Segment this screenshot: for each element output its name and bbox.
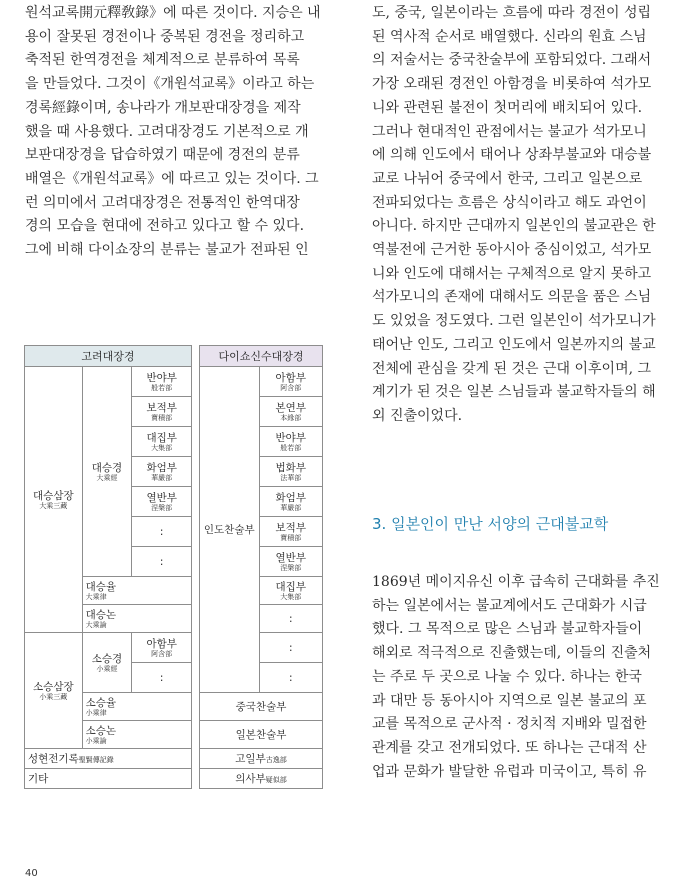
text-line: 교를 목적으로 군사적 · 정치적 지배와 밀접한 [372,716,647,733]
right-column-text [372,0,682,429]
right-paragraph [372,0,682,429]
china-chansulbu-cell: 중국찬술부 [200,693,323,721]
text-line: 관계를 갖고 전개되었다. 또 하나는 근대적 산 [372,739,647,756]
koryo-part-daejip: 대집부 大集部 [132,427,192,457]
text-line: 외 진출이었다. [372,407,463,424]
koryo-part-ellipsis-3: : [132,663,192,693]
text-line: 도, 중국, 일본이라는 흐름에 따라 경전이 성립 [372,5,652,21]
taisho-part-yeolban: 열반부 涅槃部 [259,547,322,577]
text-line: 역불전에 근거한 동아시아 중심이었고, 석가모 [372,242,652,259]
daeseung-non-cell: 대승논 大乘論 [82,605,191,633]
text-line: 배열은《개원석교록》에 따르고 있는 것이다. 그 [25,170,319,187]
text-line: 했다. 그 목적으로 많은 스님과 불교학자들이 [372,621,643,638]
taisho-part-bojeok: 보적부 寶積部 [259,517,322,547]
text-line: 니와 관련된 불전이 첫머리에 배치되어 있다. [372,99,643,116]
page-number: 40 [25,868,38,879]
taisho-part-beophwa: 법화부 法華部 [259,457,322,487]
taisho-part-ellipsis-1: : [259,605,322,633]
koryo-part-aham: 아함부 阿含部 [132,633,192,663]
section-text [372,571,682,784]
left-column-text [25,0,350,263]
text-line: 니와 인도에 대해서는 구체적으로 알지 못하고 [372,265,652,282]
text-line: 전파되었다는 흐름은 상식이라고 해도 과언이 [372,194,647,211]
text-line: 업과 문화가 발달한 유럽과 미국이고, 특히 유 [372,763,647,780]
text-line: 원석교록開元釋敎錄》에 따른 것이다. 지승은 내 [25,5,321,21]
taisho-part-aham: 아함부 阿含部 [259,367,322,397]
koryo-part-yeolban: 열반부 涅槃部 [132,487,192,517]
text-line: 계기가 된 것은 일본 스님들과 불교학자들의 해 [372,384,656,401]
text-line: 과 대만 등 동아시아 지역으로 일본 불교의 포 [372,692,647,709]
text-line: 그러나 현대적인 관점에서는 불교가 석가모니 [372,123,647,140]
text-line: 교로 나뉘어 중국에서 한국, 그리고 일본으로 [372,170,643,187]
soseung-yul-cell: 소승율 小乘律 [82,693,191,721]
uisabu-cell: 의사부疑似部 [200,769,323,789]
koryo-table-header: 고려대장경 [25,346,192,367]
taisho-part-ellipsis-2: : [259,633,322,663]
text-line: 에 의해 인도에서 태어나 상좌부불교와 대승불 [372,147,652,164]
text-line: 해외로 적극적으로 진출했는데, 이들의 진출처 [372,645,652,662]
gita-cell: 기타 [25,769,192,789]
text-line: 된 역사적 순서로 배열했다. 신라의 원효 스님 [372,28,647,45]
left-paragraph [25,0,350,263]
text-line: 용이 잘못된 경전이나 중복된 경전을 정리하고 [25,28,305,45]
goilbu-cell: 고일부古逸部 [200,749,323,769]
text-line: 경의 모습을 현대에 전하고 있다고 할 수 있다. [25,218,305,235]
text-line: 경록經錄이며, 송나라가 개보판대장경을 제작 [25,99,301,116]
text-line: 도 있었을 정도였다. 그런 일본인이 석가모니가 [372,313,656,330]
japan-chansulbu-cell: 일본찬술부 [200,721,323,749]
daeseung-samjang-cell: 대승삼장 大乘三藏 [25,367,83,633]
koryo-part-banya: 반야부 般若部 [132,367,192,397]
text-line: 석가모니의 존재에 대해서도 의문을 품은 스님 [372,289,652,306]
soseung-samjang-cell: 소승삼장 小乘三藏 [25,633,83,749]
text-line: 을 만들었다. 그것이《개원석교록》이라고 하는 [25,76,315,93]
text-line: 전체에 관심을 갖게 된 것은 근대 이후이며, 그 [372,360,652,377]
soseung-gyeong-cell: 소승경 小乘經 [82,633,132,693]
text-line: 1869년 메이지유신 이후 급속히 근대화를 추진 [372,574,660,590]
text-line: 했을 때 사용했다. 고려대장경도 기본적으로 개 [25,123,309,140]
daeseung-yul-cell: 대승율 大乘律 [82,577,191,605]
soseung-non-cell: 소승논 小乘論 [82,721,191,749]
taisho-part-bonyeon: 본연부 本緣部 [259,397,322,427]
taisho-part-hwaeom: 화엄부 華嚴部 [259,487,322,517]
text-line: 가장 오래된 경전인 아함경을 비롯하여 석가모 [372,76,652,93]
text-line: 그에 비해 다이쇼장의 분류는 불교가 전파된 인 [25,242,309,259]
koryo-part-bojeok: 보적부 寶積部 [132,397,192,427]
koryo-part-hwaeom: 화엄부 華嚴部 [132,457,192,487]
indo-chansulbu-cell: 인도찬술부 [200,367,260,693]
taisho-tripitaka-table [199,345,323,789]
taisho-part-ellipsis-3: : [259,663,322,693]
section-title: 3. 일본인이 만난 서양의 근대불교학 [372,515,609,533]
text-line: 런 의미에서 고려대장경은 전통적인 한역대장 [25,194,300,211]
text-line: 보판대장경을 답습하였기 때문에 경전의 분류 [25,147,300,164]
taisho-part-banya: 반야부 般若部 [259,427,322,457]
koryo-tripitaka-table [24,345,192,789]
section-paragraph [372,571,682,784]
text-line: 아니다. 하지만 근대까지 일본인의 불교관은 한 [372,218,656,235]
koryo-part-ellipsis-1: : [132,517,192,547]
text-line: 하는 일본에서는 불교계에서도 근대화가 시급 [372,597,647,614]
seonghyeon-cell: 성현전기록聖賢傳記錄 [25,749,192,769]
daeseung-gyeong-cell: 대승경 大乘經 [82,367,132,577]
text-line: 태어난 인도, 그리고 인도에서 일본까지의 불교 [372,336,656,353]
koryo-part-ellipsis-2: : [132,547,192,577]
taisho-part-daejip: 대집부 大集部 [259,577,322,605]
text-line: 는 주로 두 곳으로 나눌 수 있다. 하나는 한국 [372,668,642,685]
taisho-table-header: 다이쇼신수대장경 [200,346,323,367]
text-line: 의 저술서는 중국찬술부에 포함되었다. 그래서 [372,52,652,69]
text-line: 축적된 한역경전을 체계적으로 분류하여 목록 [25,52,300,69]
